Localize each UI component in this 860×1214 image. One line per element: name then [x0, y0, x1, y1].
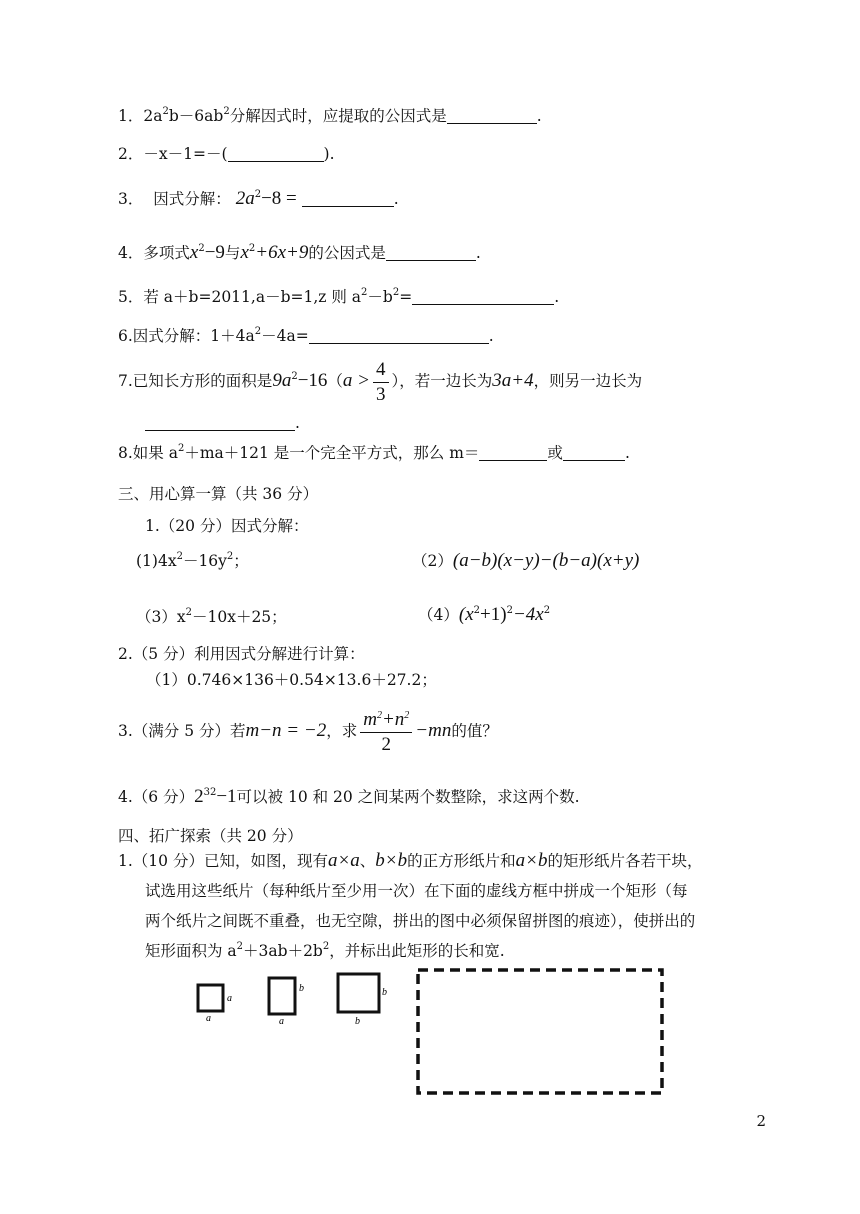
fraction-denominator: 3 — [376, 383, 386, 405]
problem-2-sub: （1）0.746×136＋0.54×13.6＋27.2； — [146, 671, 437, 689]
math-expression: −8 = — [261, 188, 297, 209]
superscript: 2 — [291, 371, 298, 382]
question-number: 8. — [118, 444, 133, 462]
math-expression: 2a — [235, 188, 255, 209]
math-expression: (a−b)(x−y)−(b−a)(x+y) — [452, 550, 640, 571]
fraction-numerator: 4 — [373, 358, 389, 383]
problem-text: 3.（满分 5 分）若 — [118, 722, 246, 740]
punct: . — [295, 414, 300, 432]
math-expression: x — [189, 242, 199, 263]
superscript: 2 — [162, 106, 169, 117]
math-expression: a×b — [515, 850, 548, 871]
section-3-title: 三、用心算一算（共 36 分） — [118, 485, 319, 503]
punct: . — [393, 190, 399, 208]
dashed-answer-frame[interactable] — [418, 970, 662, 1093]
item-number: （2） — [412, 552, 453, 570]
question-text: ＋ma＋121 是一个完全平方式，那么 m＝ — [184, 444, 480, 462]
superscript: 2 — [236, 941, 244, 952]
punct: . — [554, 288, 560, 306]
superscript: 2 — [226, 551, 234, 562]
expr-part: （3）x — [136, 608, 186, 626]
question-text: ），若一边长为 — [391, 372, 493, 390]
question-text: 若 a＋b=2011,a－b=1,z 则 a — [143, 288, 362, 306]
label-b-side: b — [299, 983, 304, 994]
question-number: 2． — [118, 145, 144, 163]
math-expression: m−n = −2 — [245, 720, 327, 741]
label-a-bottom: a — [279, 1016, 284, 1027]
math-expression: −1 — [216, 786, 237, 807]
question-text: = — [399, 288, 413, 306]
label-a-side: a — [227, 993, 232, 1004]
superscript: 2 — [473, 605, 481, 616]
label-b-bottom: b — [355, 1016, 360, 1027]
question-text: －b — [367, 288, 393, 306]
label-a-bottom: a — [206, 1013, 211, 1024]
math-expression: (x — [458, 604, 474, 625]
punct: . — [536, 107, 542, 125]
problem-2-title: 2.（5 分）利用因式分解进行计算： — [118, 645, 365, 663]
superscript: 2 — [392, 287, 400, 298]
math-expression: 9a — [272, 370, 292, 391]
question-text: 的公因式是 — [308, 244, 386, 262]
expr-part: b－6ab — [168, 107, 224, 125]
label-b-side: b — [382, 987, 387, 998]
superscript: 2 — [176, 551, 183, 562]
problem-text: ，并标出此矩形的长和宽. — [329, 942, 505, 960]
question-number: 4． — [118, 244, 144, 262]
problem-line: 两个纸片之间既不重叠，也无空隙，拼出的图中必须保留拼图的痕迹），使拼出的 — [145, 912, 696, 930]
math-expression: −16 — [297, 370, 328, 391]
punct: . — [475, 244, 481, 262]
math-expression: b×b — [375, 850, 408, 871]
section-4-title: 四、拓广探索（共 20 分） — [118, 827, 303, 845]
punct: . — [488, 327, 494, 345]
superscript: 32 — [203, 787, 217, 798]
problem-line: 试选用这些纸片（每种纸片至少用一次）在下面的虚线方框中拼成一个矩形（每 — [145, 882, 688, 900]
problem-text: 1.（10 分）已知，如图，现有 — [118, 852, 328, 870]
expr-part: －10x＋25； — [191, 608, 287, 626]
superscript: 2 — [322, 941, 330, 952]
math-expression: 2 — [194, 786, 204, 807]
square-b-piece — [338, 974, 379, 1012]
question-text: 分解因式时，应提取的公因式是 — [229, 107, 447, 125]
superscript: 2 — [185, 607, 192, 618]
rectangle-ab-piece — [269, 978, 295, 1014]
problem-text: 矩形面积为 a — [145, 942, 237, 960]
question-text: 多项式 — [143, 244, 190, 262]
superscript: 2 — [248, 243, 256, 254]
superscript: 2 — [361, 287, 368, 298]
superscript: 2 — [254, 189, 262, 200]
expr-part: (1)4x — [136, 552, 177, 570]
expr-part: m — [363, 708, 377, 730]
math-expression: a×a — [327, 850, 360, 871]
math-expression: +6x+9 — [255, 242, 309, 263]
superscript: 2 — [506, 605, 513, 616]
math-expression: x — [240, 242, 249, 263]
superscript: 2 — [543, 605, 551, 616]
math-expression: a > — [342, 370, 370, 391]
question-text: 或 — [547, 444, 563, 462]
problem-text: 的值？ — [451, 722, 498, 740]
question-text: 因式分解： — [153, 190, 231, 208]
superscript: 2 — [223, 106, 230, 117]
paren: （ — [327, 372, 343, 390]
question-number: 1． — [118, 107, 144, 125]
punct: . — [624, 444, 630, 462]
question-text: 已知长方形的面积是 — [132, 372, 273, 390]
math-expression: −mn — [415, 720, 452, 741]
expr-part: －16y — [182, 552, 227, 570]
problem-text: 4.（6 分） — [118, 788, 195, 806]
punct: ； — [233, 552, 249, 570]
math-expression: −4x — [512, 604, 544, 625]
question-number: 3． — [118, 190, 144, 208]
page-number: 2 — [756, 1112, 766, 1130]
question-text: －4a= — [261, 327, 309, 345]
math-expression: −9 — [204, 242, 225, 263]
question-text: 如果 a — [132, 444, 178, 462]
problem-text: ＋3ab＋2b — [243, 942, 323, 960]
question-number: 7. — [118, 372, 133, 390]
superscript: 2 — [198, 243, 205, 254]
item-number: （4） — [418, 606, 459, 624]
expr-part: 2a — [143, 107, 163, 125]
question-text: 与 — [224, 244, 241, 262]
punct: ). — [323, 145, 335, 163]
superscript: 2 — [254, 326, 262, 337]
problem-text: 的正方形纸片和 — [407, 852, 516, 870]
superscript: 2 — [376, 709, 382, 721]
expr-part: +n — [381, 708, 405, 730]
question-number: 5． — [118, 288, 144, 306]
question-number: 6. — [118, 327, 133, 345]
problem-text: 可以被 10 和 20 之间某两个数整除，求这两个数. — [236, 788, 580, 806]
problem-text: 的矩形纸片各若干块， — [547, 852, 703, 870]
punct: 、 — [359, 852, 376, 870]
math-expression: +1) — [480, 604, 507, 625]
question-text: 因式分解：1＋4a — [132, 327, 255, 345]
question-text: ，则另一边长为 — [533, 372, 643, 390]
superscript: 2 — [404, 709, 410, 721]
problem-1-title: 1.（20 分）因式分解： — [145, 517, 309, 535]
fraction-denominator: 2 — [381, 733, 391, 755]
superscript: 2 — [177, 443, 185, 454]
math-expression: 3a+4 — [492, 370, 534, 391]
question-text: －x－1=－( — [143, 145, 228, 163]
square-a-piece — [198, 985, 223, 1011]
problem-text: ，求 — [326, 722, 358, 740]
